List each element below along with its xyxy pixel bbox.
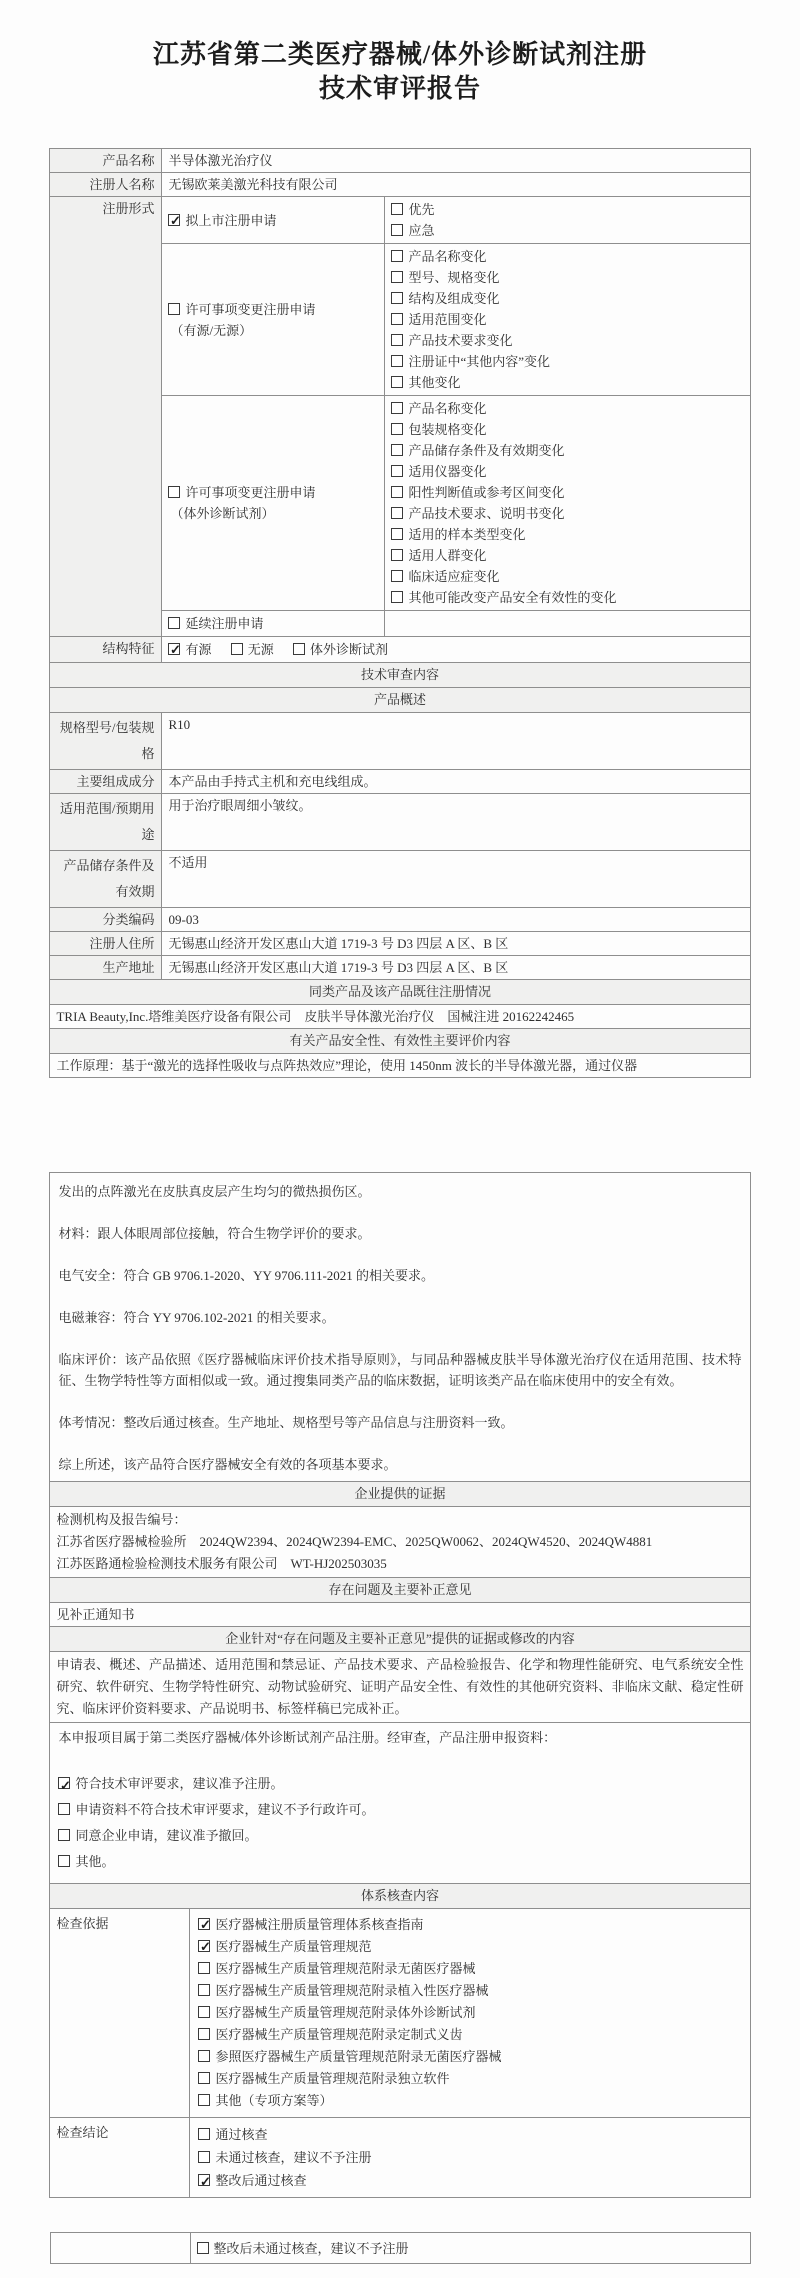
conclusion-intro: 本申报项目属于第二类医疗器械/体外诊断试剂产品注册。经审查，产品注册申报资料： xyxy=(58,1730,557,1745)
checkbox-label-line2: （有源/无源） xyxy=(170,322,253,338)
checkbox-icon xyxy=(391,313,403,325)
reg-group-subs-cell xyxy=(385,197,750,244)
checkbox-icon xyxy=(198,2094,210,2106)
section-header-product-overview: 产品概述 xyxy=(50,688,750,713)
section-header-row xyxy=(50,1627,750,1652)
checkbox-icon xyxy=(391,486,403,498)
checkbox-label: 型号、规格变化 xyxy=(408,270,500,285)
checkbox-icon xyxy=(58,1829,70,1841)
table-row xyxy=(50,770,750,794)
checkbox-label: 其他（专项方案等） xyxy=(215,2093,333,2108)
checkbox-option xyxy=(391,398,743,419)
checkbox-label: 同意企业申请，建议准予撤回。 xyxy=(75,1828,258,1843)
checkbox-label: 适用范围变化 xyxy=(408,312,487,327)
table-row xyxy=(50,1909,750,2118)
checkbox-option xyxy=(197,2238,744,2259)
section-header-enterprise-evidence: 企业提供的证据 xyxy=(50,1482,750,1507)
checkbox-icon xyxy=(391,271,403,283)
checkbox-icon xyxy=(197,2242,209,2254)
paragraph: 材料：跟人体眼周部位接触，符合生物学评价的要求。 xyxy=(58,1226,371,1241)
page-break-gap xyxy=(0,1078,800,1172)
storage-condition-value: 不适用 xyxy=(162,851,750,908)
table-row xyxy=(50,713,750,770)
checkbox-label: 医疗器械生产质量管理规范附录体外诊断试剂 xyxy=(215,2005,476,2020)
check-basis-label: 检查依据 xyxy=(50,1909,190,2118)
reg-group-main-cell xyxy=(162,197,385,244)
page-title-line2: 技术审评报告 xyxy=(318,74,481,103)
checkbox-label: 医疗器械生产质量管理规范 xyxy=(215,1939,372,1954)
checkbox-icon xyxy=(198,2174,210,2186)
checkbox-icon xyxy=(391,376,403,388)
checkbox-label: 产品技术要求、说明书变化 xyxy=(408,506,565,521)
production-address-label: 生产地址 xyxy=(50,956,162,980)
checkbox-option xyxy=(391,330,743,351)
checkbox-label: 有源 xyxy=(185,642,212,657)
checkbox-icon xyxy=(231,643,243,655)
section-header-row xyxy=(50,1884,750,1909)
checkbox-option xyxy=(58,1797,741,1823)
checkbox-label: 医疗器械生产质量管理规范附录植入性医疗器械 xyxy=(215,1983,489,1998)
checkbox-icon xyxy=(391,549,403,561)
checkbox-option xyxy=(391,440,743,461)
prior-registration-text: TRIA Beauty,Inc.塔维美医疗设备有限公司 皮肤半导体激光治疗仪 国械注进 20162242465 xyxy=(50,1005,750,1029)
structure-feature-options xyxy=(162,637,750,663)
section-header-row xyxy=(50,1029,750,1054)
checkbox-option xyxy=(391,503,743,524)
section-header-system-check: 体系核查内容 xyxy=(50,1884,750,1909)
check-conclusion-options xyxy=(190,2118,750,2198)
table-row xyxy=(50,1054,750,1078)
checkbox-icon xyxy=(391,292,403,304)
structure-feature-label: 结构特征 xyxy=(50,637,162,663)
checkbox-label: 医疗器械注册质量管理体系核查指南 xyxy=(215,1917,424,1932)
checkbox-label: 适用的样本类型变化 xyxy=(408,527,526,542)
checkbox-option xyxy=(293,639,388,660)
paragraph: 电磁兼容：符合 YY 9706.102-2021 的相关要求。 xyxy=(58,1310,335,1325)
table-row xyxy=(50,1603,750,1627)
evidence-cell xyxy=(50,1507,750,1578)
checkbox-icon xyxy=(198,2028,210,2040)
footer-table xyxy=(50,2232,751,2264)
checkbox-option xyxy=(391,267,743,288)
product-name-label: 产品名称 xyxy=(50,149,162,173)
checkbox-icon xyxy=(168,643,180,655)
review-conclusion-cell xyxy=(50,1723,750,1884)
check-conclusion-label: 检查结论 xyxy=(50,2118,190,2198)
checkbox-icon xyxy=(198,2072,210,2084)
evidence-line: 江苏医路通检验检测技术服务有限公司 WT-HJ202503035 xyxy=(56,1556,387,1571)
checkbox-icon xyxy=(391,507,403,519)
page2-table xyxy=(49,1172,750,2198)
checkbox-icon xyxy=(391,423,403,435)
checkbox-icon xyxy=(391,444,403,456)
checkbox-label: 产品储存条件及有效期变化 xyxy=(408,443,565,458)
checkbox-label: 产品名称变化 xyxy=(408,249,487,264)
reg-group-subs-cell xyxy=(385,396,750,611)
production-address-value: 无锡惠山经济开发区惠山大道 1719-3 号 D3 四层 A 区、B 区 xyxy=(162,956,750,980)
checkbox-icon xyxy=(58,1803,70,1815)
spec-model-value: R10 xyxy=(162,713,750,770)
checkbox-label: 产品技术要求变化 xyxy=(408,333,513,348)
checkbox-icon xyxy=(168,486,180,498)
checkbox-label: 阳性判断值或参考区间变化 xyxy=(408,485,565,500)
section-header-row xyxy=(50,688,750,713)
checkbox-icon xyxy=(168,214,180,226)
checkbox-icon xyxy=(198,1984,210,1996)
reg-group-main-cell xyxy=(162,244,385,396)
checkbox-option xyxy=(168,639,211,660)
checkbox-label: 适用仪器变化 xyxy=(408,464,487,479)
registrant-address-label: 注册人住所 xyxy=(50,932,162,956)
reg-group-main-cell xyxy=(162,611,385,637)
checkbox-option xyxy=(231,639,274,660)
checkbox-label-line2: （体外诊断试剂） xyxy=(170,506,275,521)
checkbox-option xyxy=(391,199,743,220)
checkbox-option xyxy=(391,545,743,566)
section-header-row xyxy=(50,980,750,1005)
checkbox-label: 医疗器械生产质量管理规范附录定制式义齿 xyxy=(215,2027,463,2042)
table-row xyxy=(50,851,750,908)
checkbox-label: 应急 xyxy=(408,223,435,238)
paragraph: 综上所述，该产品符合医疗器械安全有效的各项基本要求。 xyxy=(58,1457,397,1472)
checkbox-option xyxy=(198,1914,741,1936)
registration-form-label: 注册形式 xyxy=(50,197,162,637)
checkbox-option xyxy=(391,566,743,587)
classification-code-value: 09-03 xyxy=(162,908,750,932)
checkbox-label: 临床适应症变化 xyxy=(408,569,500,584)
evidence-line: 检测机构及报告编号： xyxy=(56,1512,187,1527)
checkbox-option xyxy=(168,613,378,634)
issues-text: 见补正通知书 xyxy=(50,1603,750,1627)
checkbox-option xyxy=(198,2002,741,2024)
checkbox-icon xyxy=(198,2050,210,2062)
checkbox-icon xyxy=(198,1940,210,1952)
paragraph: 临床评价：该产品依照《医疗器械临床评价技术指导原则》，与同品种器械皮肤半导体激光治疗仪在适用范围、技术特征、生物学特性等方面相似或一致。通过搜集同类产品的临床数据，证明该类产品在临床使用中的安全有效。 xyxy=(58,1352,742,1388)
table-row xyxy=(50,956,750,980)
reg-group-subs-cell xyxy=(385,244,750,396)
checkbox-option xyxy=(198,2068,741,2090)
checkbox-icon xyxy=(391,224,403,236)
checkbox-option xyxy=(391,372,743,393)
reg-group-main-cell xyxy=(162,396,385,611)
page-title-line1: 江苏省第二类医疗器械/体外诊断试剂注册 xyxy=(152,40,648,69)
check-basis-options xyxy=(190,1909,750,2118)
checkbox-icon xyxy=(391,591,403,603)
table-row xyxy=(50,1005,750,1029)
storage-condition-label: 产品储存条件及有效期 xyxy=(50,851,162,908)
checkbox-label: 延续注册申请 xyxy=(185,616,264,631)
safety-eval-text: 工作原理：基于“激光的选择性吸收与点阵热效应”理论，使用 1450nm 波长的半导体激光器，通过仪器 xyxy=(50,1054,750,1078)
section-header-safety-eval: 有关产品安全性、有效性主要评价内容 xyxy=(50,1029,750,1054)
checkbox-option xyxy=(198,2146,741,2169)
checkbox-option xyxy=(391,461,743,482)
checkbox-label: 申请资料不符合技术审评要求，建议不予行政许可。 xyxy=(75,1802,375,1817)
checkbox-option xyxy=(198,1936,741,1958)
checkbox-icon xyxy=(198,2128,210,2140)
checkbox-option xyxy=(391,419,743,440)
checkbox-icon xyxy=(391,355,403,367)
intended-use-label: 适用范围/预期用途 xyxy=(50,794,162,851)
checkbox-label: 医疗器械生产质量管理规范附录独立软件 xyxy=(215,2071,450,2086)
checkbox-label: 包装规格变化 xyxy=(408,422,487,437)
page-break-gap xyxy=(0,2198,800,2232)
registrant-value: 无锡欧莱美激光科技有限公司 xyxy=(162,173,750,197)
checkbox-label: 优先 xyxy=(408,202,435,217)
table-row xyxy=(50,2118,750,2198)
checkbox-label: 注册证中“其他内容”变化 xyxy=(408,354,551,369)
checkbox-label: 通过核查 xyxy=(215,2127,268,2142)
checkbox-option xyxy=(391,524,743,545)
intended-use-value: 用于治疗眼周细小皱纹。 xyxy=(162,794,750,851)
table-row xyxy=(50,1507,750,1578)
checkbox-option xyxy=(168,299,378,320)
checkbox-label: 整改后未通过核查，建议不予注册 xyxy=(213,2240,409,2256)
checkbox-label: 其他。 xyxy=(75,1854,115,1869)
table-row xyxy=(50,932,750,956)
checkbox-icon xyxy=(391,402,403,414)
section-header-corrections: 企业针对“存在问题及主要补正意见”提供的证据或修改的内容 xyxy=(50,1627,750,1652)
checkbox-option xyxy=(58,1849,741,1875)
checkbox-label: 许可事项变更注册申请 xyxy=(185,301,316,317)
page-title xyxy=(0,0,800,106)
checkbox-label: 未通过核查，建议不予注册 xyxy=(215,2150,372,2165)
checkbox-icon xyxy=(168,617,180,629)
evidence-line: 江苏省医疗器械检验所 2024QW2394、2024QW2394-EMC、2025QW0062、2024QW4520、2024QW4881 xyxy=(56,1534,653,1549)
checkbox-label: 参照医疗器械生产质量管理规范附录无菌医疗器械 xyxy=(215,2049,502,2064)
section-header-tech-review: 技术审查内容 xyxy=(50,663,750,688)
table-row xyxy=(50,1173,750,1482)
table-row xyxy=(50,149,750,173)
checkbox-icon xyxy=(58,1855,70,1867)
evaluation-paragraphs-cell xyxy=(50,1173,750,1482)
checkbox-option xyxy=(391,309,743,330)
checkbox-option xyxy=(391,288,743,309)
classification-code-label: 分类编码 xyxy=(50,908,162,932)
checkbox-icon xyxy=(391,250,403,262)
footer-empty-cell xyxy=(50,2233,190,2264)
checkbox-label: 医疗器械生产质量管理规范附录无菌医疗器械 xyxy=(215,1961,476,1976)
table-row xyxy=(50,1723,750,1884)
checkbox-icon xyxy=(198,1962,210,1974)
checkbox-option xyxy=(391,587,743,608)
paragraph: 体考情况：整改后通过核查。生产地址、规格型号等产品信息与注册资料一致。 xyxy=(58,1415,514,1430)
checkbox-icon xyxy=(198,1918,210,1930)
product-name-value: 半导体激光治疗仪 xyxy=(162,149,750,173)
checkbox-label: 其他可能改变产品安全有效性的变化 xyxy=(408,590,617,605)
checkbox-icon xyxy=(293,643,305,655)
spec-model-label: 规格型号/包装规格 xyxy=(50,713,162,770)
paragraph: 发出的点阵激光在皮肤真皮层产生均匀的微热损伤区。 xyxy=(58,1184,371,1199)
main-components-label: 主要组成成分 xyxy=(50,770,162,794)
checkbox-icon xyxy=(168,303,180,315)
table-row xyxy=(50,173,750,197)
checkbox-label: 其他变化 xyxy=(408,375,461,390)
checkbox-option xyxy=(198,2090,741,2112)
main-info-table xyxy=(49,148,750,1078)
registrant-address-value: 无锡惠山经济开发区惠山大道 1719-3 号 D3 四层 A 区、B 区 xyxy=(162,932,750,956)
checkbox-option xyxy=(58,1771,741,1797)
section-header-row xyxy=(50,1578,750,1603)
checkbox-icon xyxy=(391,334,403,346)
checkbox-option xyxy=(58,1823,741,1849)
checkbox-option xyxy=(168,210,378,231)
section-header-row xyxy=(50,663,750,688)
main-components-value: 本产品由手持式主机和充电线组成。 xyxy=(162,770,750,794)
checkbox-label: 适用人群变化 xyxy=(408,548,487,563)
section-header-row xyxy=(50,1482,750,1507)
checkbox-icon xyxy=(198,2006,210,2018)
bottom-margin xyxy=(0,2264,800,2278)
paragraph: 电气安全：符合 GB 9706.1-2020、YY 9706.111-2021 的相关要求。 xyxy=(58,1268,435,1283)
checkbox-icon xyxy=(391,465,403,477)
checkbox-icon xyxy=(198,2151,210,2163)
checkbox-icon xyxy=(391,203,403,215)
table-row xyxy=(50,2233,750,2264)
table-row xyxy=(50,908,750,932)
table-row xyxy=(50,197,750,244)
checkbox-label: 许可事项变更注册申请 xyxy=(185,485,316,500)
checkbox-option xyxy=(198,1958,741,1980)
checkbox-option xyxy=(198,2169,741,2192)
registrant-label: 注册人名称 xyxy=(50,173,162,197)
footer-option-cell xyxy=(190,2233,750,2264)
checkbox-option xyxy=(391,220,743,241)
checkbox-label: 整改后通过核查 xyxy=(215,2173,307,2188)
checkbox-label: 拟上市注册申请 xyxy=(185,212,277,228)
checkbox-label: 符合技术审评要求，建议准予注册。 xyxy=(75,1776,284,1791)
checkbox-option xyxy=(168,482,378,503)
section-header-prior-registration: 同类产品及该产品既往注册情况 xyxy=(50,980,750,1005)
checkbox-icon xyxy=(58,1777,70,1789)
checkbox-label: 无源 xyxy=(247,642,274,657)
checkbox-label: 结构及组成变化 xyxy=(408,291,500,306)
reg-group-subs-cell xyxy=(385,611,750,637)
checkbox-option xyxy=(391,246,743,267)
checkbox-option xyxy=(391,351,743,372)
corrections-text: 申请表、概述、产品描述、适用范围和禁忌证、产品技术要求、产品检验报告、化学和物理性能研究、电气系统安全性研究、软件研究、生物学特性研究、动物试验研究、证明产品安全性、有效性的其他研究资料、非临床文献、稳定性研究、临床评价资料要求、产品说明书、标签样稿已完成补正。 xyxy=(50,1652,750,1723)
checkbox-icon xyxy=(391,528,403,540)
checkbox-option xyxy=(198,2123,741,2146)
table-row xyxy=(50,637,750,663)
checkbox-option xyxy=(198,2024,741,2046)
checkbox-option xyxy=(391,482,743,503)
checkbox-label: 体外诊断试剂 xyxy=(310,642,389,657)
table-row xyxy=(50,794,750,851)
table-row xyxy=(50,1652,750,1723)
checkbox-option xyxy=(198,1980,741,2002)
checkbox-label: 产品名称变化 xyxy=(408,401,487,416)
checkbox-icon xyxy=(391,570,403,582)
checkbox-option xyxy=(198,2046,741,2068)
section-header-issues: 存在问题及主要补正意见 xyxy=(50,1578,750,1603)
